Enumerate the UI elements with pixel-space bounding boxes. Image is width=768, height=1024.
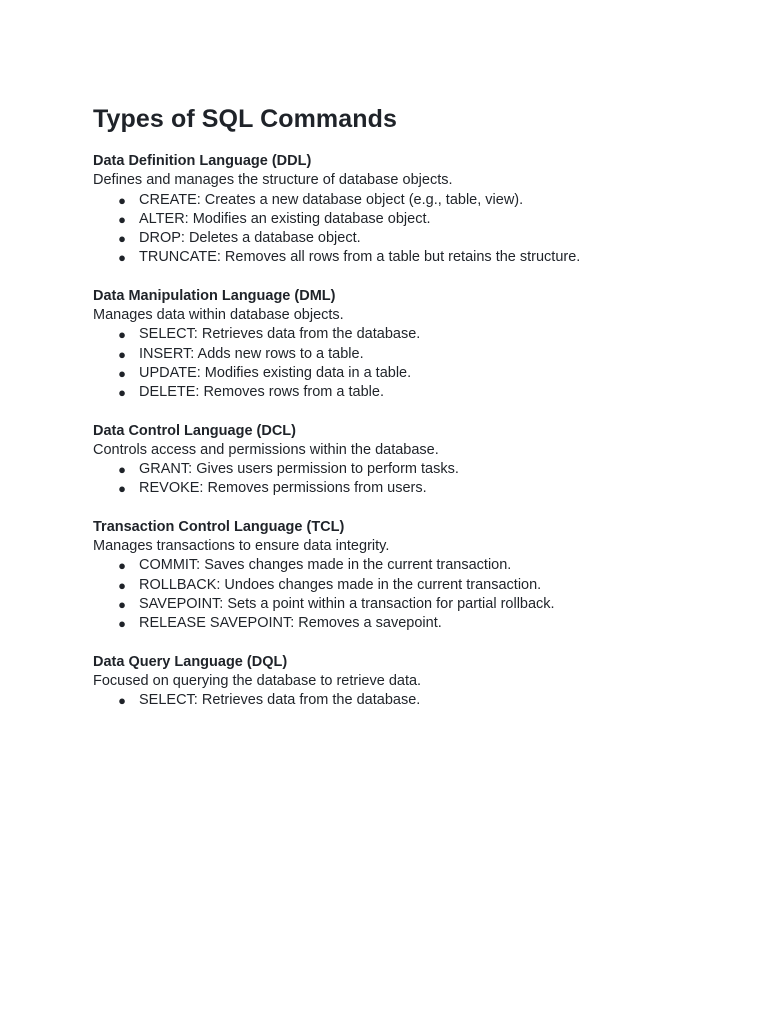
- list-item: [93, 460, 693, 479]
- section-dcl: [93, 422, 693, 499]
- list-item-text: SELECT: Retrieves data from the database.: [139, 692, 421, 709]
- list-item-text: DELETE: Removes rows from a table.: [139, 384, 384, 401]
- section-heading: Data Control Language (DCL): [93, 422, 296, 439]
- section-description: Focused on querying the database to retrieve data.: [93, 672, 422, 689]
- bullet-icon: ●: [118, 577, 126, 593]
- document-page: [93, 102, 693, 729]
- list-item-text: TRUNCATE: Removes all rows from a table but retains the structure.: [139, 249, 581, 266]
- bullet-icon: ●: [118, 693, 126, 709]
- list-item: [93, 210, 693, 229]
- list-item-text: GRANT: Gives users permission to perform tasks.: [139, 461, 459, 478]
- list-item: [93, 595, 693, 614]
- section-heading: Transaction Control Language (TCL): [93, 518, 345, 535]
- list-item: [93, 364, 693, 383]
- section-dml: [93, 287, 693, 403]
- list-item-text: ALTER: Modifies an existing database object.: [139, 210, 431, 227]
- section-description: Defines and manages the structure of database objects.: [93, 172, 453, 189]
- section-heading: Data Manipulation Language (DML): [93, 287, 336, 304]
- section-heading: Data Definition Language (DDL): [93, 153, 312, 169]
- bullet-icon: ●: [118, 231, 126, 247]
- bullet-list: [93, 325, 693, 402]
- section-tcl: [93, 518, 693, 634]
- list-item-text: REVOKE: Removes permissions from users.: [139, 480, 427, 497]
- section-description: Controls access and permissions within the database.: [93, 441, 439, 458]
- list-item: [93, 345, 693, 364]
- bullet-icon: ●: [118, 250, 126, 266]
- bullet-icon: ●: [118, 346, 126, 362]
- bullet-list: [93, 556, 693, 633]
- page-title: Types of SQL Commands: [93, 105, 398, 133]
- bullet-icon: ●: [118, 211, 126, 227]
- list-item-text: COMMIT: Saves changes made in the current transaction.: [139, 557, 512, 574]
- bullet-icon: ●: [118, 616, 126, 632]
- section-description: Manages data within database objects.: [93, 307, 344, 324]
- list-item: [93, 614, 693, 633]
- bullet-icon: ●: [118, 558, 126, 574]
- bullet-icon: ●: [118, 385, 126, 401]
- section-description: Manages transactions to ensure data integrity.: [93, 538, 390, 555]
- list-item: [93, 248, 693, 267]
- list-item-text: UPDATE: Modifies existing data in a table.: [139, 364, 412, 381]
- list-item: [93, 325, 693, 344]
- list-item: [93, 691, 693, 710]
- list-item: [93, 576, 693, 595]
- bullet-icon: ●: [118, 481, 126, 497]
- bullet-icon: ●: [118, 596, 126, 612]
- list-item-text: RELEASE SAVEPOINT: Removes a savepoint.: [139, 615, 442, 632]
- list-item: [93, 229, 693, 248]
- list-item: [93, 191, 693, 210]
- bullet-icon: ●: [118, 462, 126, 478]
- list-item-text: DROP: Deletes a database object.: [139, 230, 361, 247]
- list-item: [93, 479, 693, 498]
- bullet-list: [93, 460, 693, 499]
- section-heading: Data Query Language (DQL): [93, 653, 288, 670]
- list-item: [93, 556, 693, 575]
- bullet-icon: ●: [118, 365, 126, 381]
- list-item-text: SELECT: Retrieves data from the database.: [139, 326, 421, 343]
- list-item-text: INSERT: Adds new rows to a table.: [139, 345, 364, 362]
- list-item-text: CREATE: Creates a new database object (e.g., table, view).: [139, 191, 524, 208]
- bullet-list: [93, 691, 693, 710]
- list-item: [93, 383, 693, 402]
- bullet-icon: ●: [118, 192, 126, 208]
- bullet-icon: ●: [118, 327, 126, 343]
- bullet-list: [93, 191, 693, 268]
- list-item-text: ROLLBACK: Undoes changes made in the current transaction.: [139, 576, 542, 593]
- section-ddl: [93, 152, 693, 268]
- list-item-text: SAVEPOINT: Sets a point within a transaction for partial rollback.: [139, 595, 555, 612]
- section-dql: [93, 653, 693, 711]
